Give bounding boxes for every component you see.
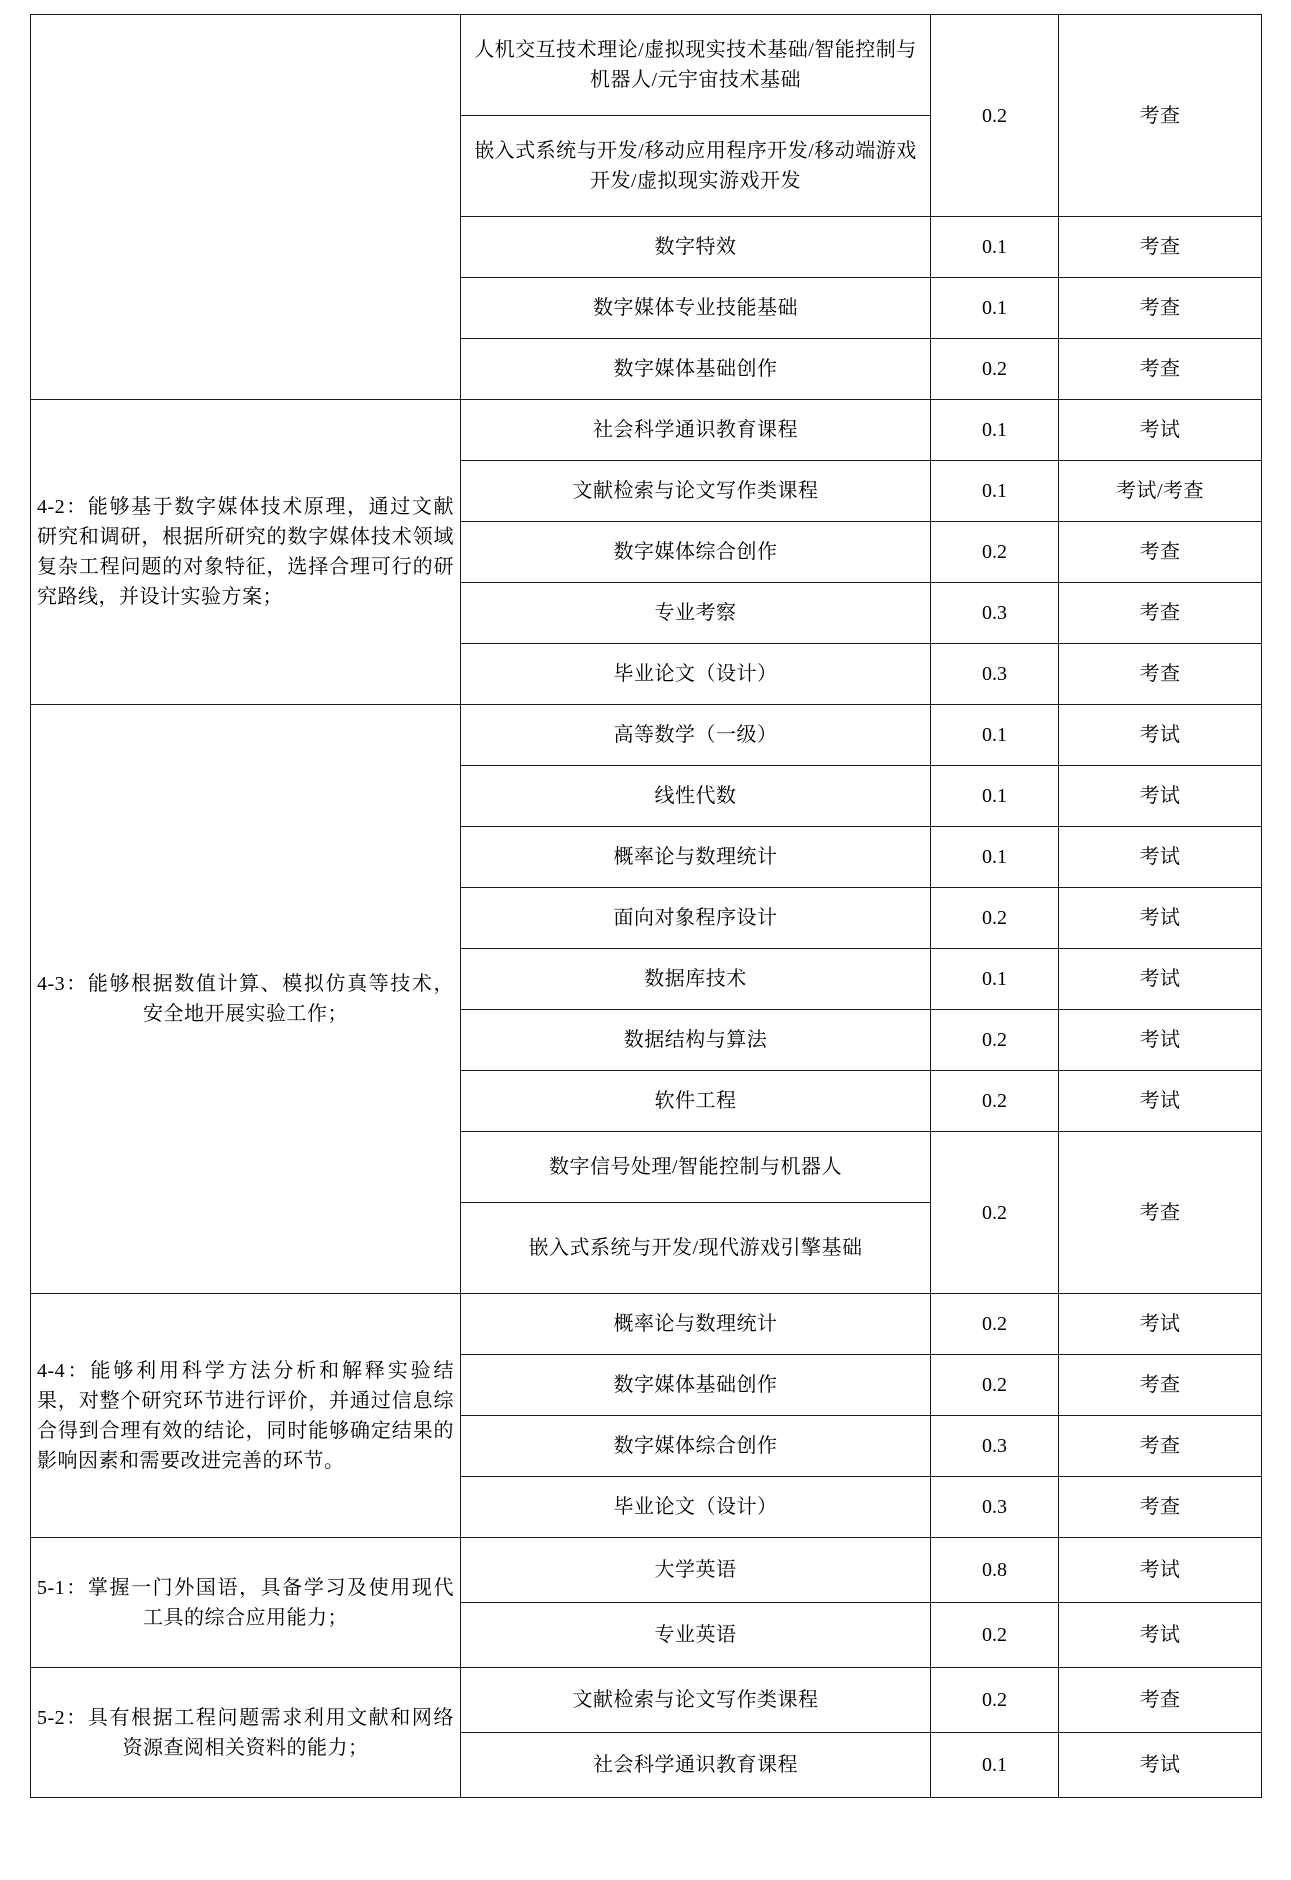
assessment-cell: 考试 <box>1059 1538 1262 1603</box>
outcome-text: 5-2：具有根据工程问题需求利用文献和网络资源查阅相关资料的能力； <box>37 1706 454 1759</box>
course-cell: 专业英语 <box>461 1603 931 1668</box>
course-cell: 文献检索与论文写作类课程 <box>461 461 931 522</box>
assessment-cell: 考查 <box>1059 1477 1262 1538</box>
course-cell: 数字媒体专业技能基础 <box>461 278 931 339</box>
course-cell: 数字媒体综合创作 <box>461 522 931 583</box>
course-cell: 嵌入式系统与开发/现代游戏引擎基础 <box>461 1203 931 1294</box>
outcome-text: 4-2：能够基于数字媒体技术原理，通过文献研究和调研，根据所研究的数字媒体技术领域复杂工程问题的对象特征，选择合理可行的研究路线，并设计实验方案； <box>37 496 454 608</box>
outcome-text: 4-3：能够根据数值计算、模拟仿真等技术，安全地开展实验工作； <box>37 973 454 1025</box>
matrix-body <box>31 15 1262 1798</box>
assessment-cell: 考试 <box>1059 1071 1262 1132</box>
weight-cell: 0.2 <box>931 1668 1059 1733</box>
table-row <box>31 705 1262 766</box>
course-cell: 概率论与数理统计 <box>461 1294 931 1355</box>
outcome-cell-4-3 <box>31 705 461 1294</box>
table-row <box>31 1538 1262 1603</box>
assessment-cell: 考试 <box>1059 888 1262 949</box>
assessment-cell: 考试 <box>1059 949 1262 1010</box>
weight-cell: 0.1 <box>931 766 1059 827</box>
outcome-text: 5-1：掌握一门外国语，具备学习及使用现代工具的综合应用能力； <box>37 1576 454 1629</box>
assessment-cell: 考试 <box>1059 1603 1262 1668</box>
weight-cell: 0.2 <box>931 522 1059 583</box>
course-cell: 面向对象程序设计 <box>461 888 931 949</box>
weight-cell: 0.2 <box>931 15 1059 217</box>
course-cell: 数据结构与算法 <box>461 1010 931 1071</box>
course-cell: 大学英语 <box>461 1538 931 1603</box>
outcome-cell-5-1 <box>31 1538 461 1668</box>
assessment-cell: 考试 <box>1059 766 1262 827</box>
assessment-cell: 考查 <box>1059 644 1262 705</box>
course-cell: 社会科学通识教育课程 <box>461 400 931 461</box>
assessment-cell: 考试 <box>1059 400 1262 461</box>
outcome-cell-4-2 <box>31 400 461 705</box>
course-cell: 社会科学通识教育课程 <box>461 1733 931 1798</box>
weight-cell: 0.2 <box>931 1071 1059 1132</box>
course-cell: 数字媒体基础创作 <box>461 1355 931 1416</box>
course-cell: 概率论与数理统计 <box>461 827 931 888</box>
course-cell: 毕业论文（设计） <box>461 644 931 705</box>
assessment-cell: 考试/考查 <box>1059 461 1262 522</box>
assessment-cell: 考查 <box>1059 1355 1262 1416</box>
assessment-cell: 考查 <box>1059 583 1262 644</box>
course-cell: 高等数学（一级） <box>461 705 931 766</box>
weight-cell: 0.1 <box>931 827 1059 888</box>
assessment-cell: 考试 <box>1059 1010 1262 1071</box>
table-row <box>31 1668 1262 1733</box>
assessment-cell: 考查 <box>1059 1132 1262 1294</box>
weight-cell: 0.2 <box>931 1010 1059 1071</box>
assessment-cell: 考试 <box>1059 1294 1262 1355</box>
assessment-cell: 考试 <box>1059 705 1262 766</box>
weight-cell: 0.2 <box>931 1294 1059 1355</box>
assessment-cell: 考查 <box>1059 278 1262 339</box>
course-cell: 文献检索与论文写作类课程 <box>461 1668 931 1733</box>
table-row <box>31 15 1262 116</box>
outcome-cell-4-4 <box>31 1294 461 1538</box>
weight-cell: 0.2 <box>931 1355 1059 1416</box>
weight-cell: 0.1 <box>931 217 1059 278</box>
course-cell: 人机交互技术理论/虚拟现实技术基础/智能控制与机器人/元宇宙技术基础 <box>461 15 931 116</box>
course-cell: 专业考察 <box>461 583 931 644</box>
weight-cell: 0.2 <box>931 888 1059 949</box>
course-cell: 软件工程 <box>461 1071 931 1132</box>
course-cell: 数字媒体综合创作 <box>461 1416 931 1477</box>
outcome-cell-continued <box>31 15 461 400</box>
weight-cell: 0.1 <box>931 400 1059 461</box>
weight-cell: 0.2 <box>931 1603 1059 1668</box>
weight-cell: 0.1 <box>931 949 1059 1010</box>
outcome-cell-5-2 <box>31 1668 461 1798</box>
weight-cell: 0.8 <box>931 1538 1059 1603</box>
assessment-cell: 考查 <box>1059 1416 1262 1477</box>
weight-cell: 0.3 <box>931 1477 1059 1538</box>
assessment-cell: 考查 <box>1059 1668 1262 1733</box>
course-cell: 线性代数 <box>461 766 931 827</box>
assessment-cell: 考查 <box>1059 15 1262 217</box>
weight-cell: 0.1 <box>931 1733 1059 1798</box>
weight-cell: 0.1 <box>931 461 1059 522</box>
assessment-cell: 考查 <box>1059 339 1262 400</box>
course-cell: 毕业论文（设计） <box>461 1477 931 1538</box>
weight-cell: 0.3 <box>931 1416 1059 1477</box>
weight-cell: 0.1 <box>931 278 1059 339</box>
table-row <box>31 400 1262 461</box>
course-cell: 数字特效 <box>461 217 931 278</box>
weight-cell: 0.3 <box>931 644 1059 705</box>
outcome-text: 4-4：能够利用科学方法分析和解释实验结果，对整个研究环节进行评价，并通过信息综合得到合理有效的结论，同时能够确定结果的影响因素和需要改进完善的环节。 <box>37 1359 454 1472</box>
assessment-cell: 考查 <box>1059 522 1262 583</box>
weight-cell: 0.1 <box>931 705 1059 766</box>
assessment-cell: 考试 <box>1059 1733 1262 1798</box>
table-row <box>31 1294 1262 1355</box>
course-cell: 数据库技术 <box>461 949 931 1010</box>
assessment-cell: 考试 <box>1059 827 1262 888</box>
weight-cell: 0.2 <box>931 1132 1059 1294</box>
course-cell: 数字媒体基础创作 <box>461 339 931 400</box>
course-cell: 数字信号处理/智能控制与机器人 <box>461 1132 931 1203</box>
assessment-cell: 考查 <box>1059 217 1262 278</box>
graduation-requirement-course-matrix <box>30 14 1262 1798</box>
course-cell: 嵌入式系统与开发/移动应用程序开发/移动端游戏开发/虚拟现实游戏开发 <box>461 116 931 217</box>
weight-cell: 0.3 <box>931 583 1059 644</box>
weight-cell: 0.2 <box>931 339 1059 400</box>
